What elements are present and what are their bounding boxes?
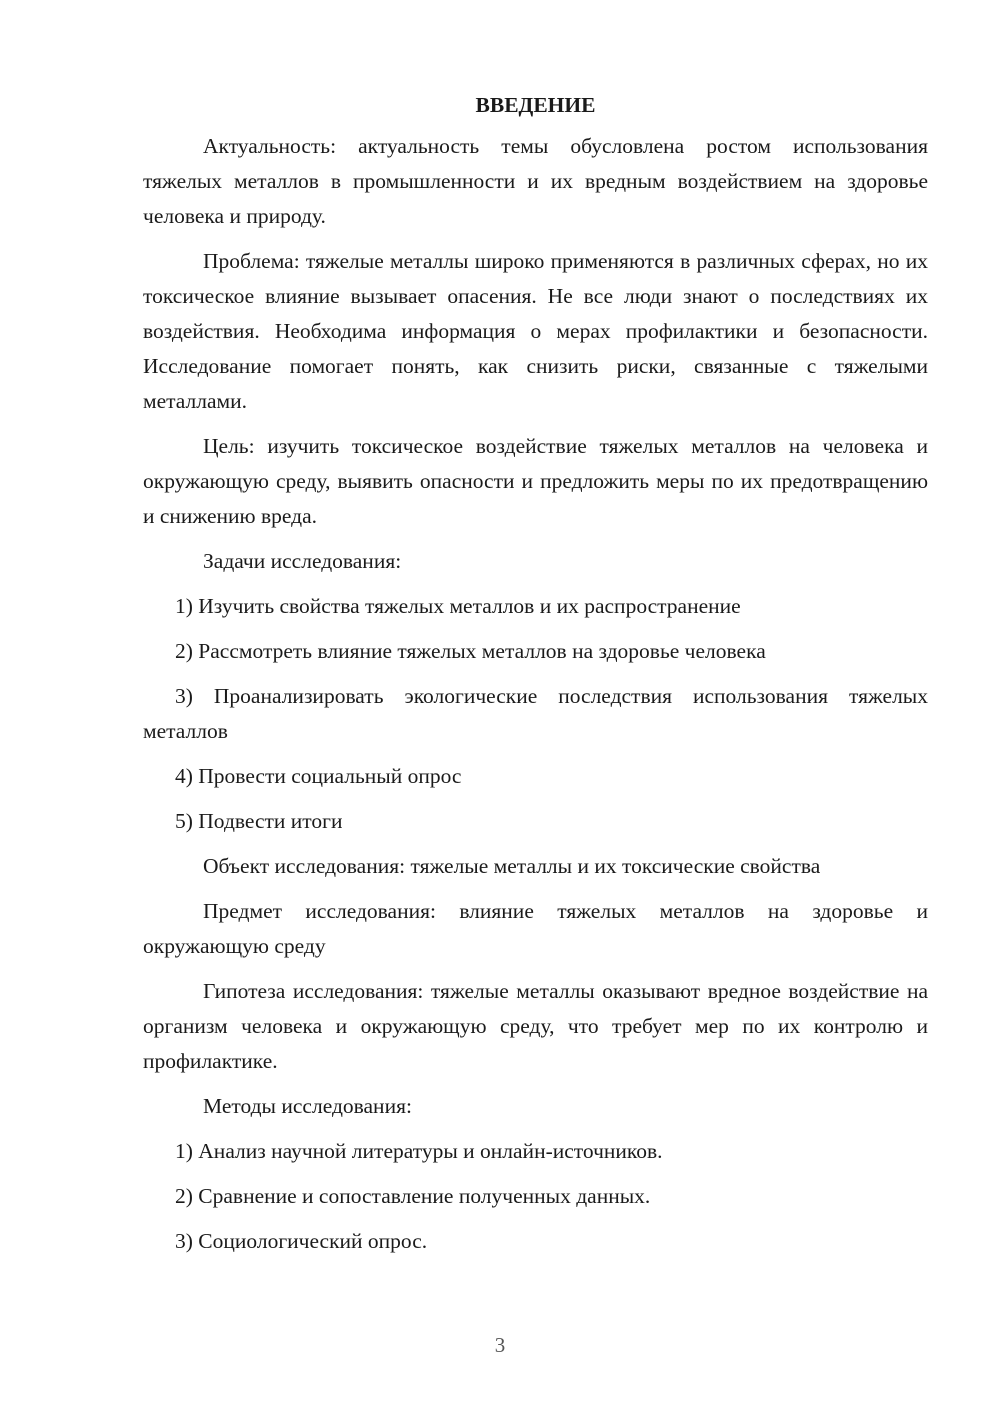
task-item: 3) Проанализировать экологические последствия использования тяжелых металлов <box>143 684 928 743</box>
subject-paragraph: Предмет исследования: влияние тяжелых металлов на здоровье и окружающую среду <box>143 899 928 958</box>
goal-paragraph: Цель: изучить токсическое воздействие тяжелых металлов на человека и окружающую среду, выявить опасности и предложить меры по их предотвращению и снижению вреда. <box>143 434 928 528</box>
problem-paragraph: Проблема: тяжелые металлы широко применяются в различных сферах, но их токсическое влияние вызывает опасения. Не все люди знают о последствиях их воздействия. Необходима информация о мерах профилактики и безопасности. Исследование помогает понять, как снизить риски, связанные с тяжелыми металлами. <box>143 249 928 413</box>
page-title: ВВЕДЕНИЕ <box>475 93 596 117</box>
task-item: 4) Провести социальный опрос <box>175 764 462 788</box>
object-paragraph: Объект исследования: тяжелые металлы и их токсические свойства <box>203 854 821 878</box>
task-item: 1) Изучить свойства тяжелых металлов и их распространение <box>175 594 741 618</box>
hypothesis-paragraph: Гипотеза исследования: тяжелые металлы оказывают вредное воздействие на организм человека и окружающую среду, что требует мер по их контролю и профилактике. <box>143 979 928 1073</box>
method-item: 3) Социологический опрос. <box>175 1229 428 1253</box>
method-item: 2) Сравнение и сопоставление полученных данных. <box>175 1184 651 1208</box>
document-page <box>143 88 928 1269</box>
methods-label: Методы исследования: <box>203 1094 412 1118</box>
relevance-paragraph: Актуальность: актуальность темы обусловлена ростом использования тяжелых металлов в промышленности и их вредным воздействием на здоровье человека и природу. <box>143 134 928 228</box>
page-number: 3 <box>494 1333 506 1357</box>
tasks-label: Задачи исследования: <box>203 549 402 573</box>
method-item: 1) Анализ научной литературы и онлайн-источников. <box>175 1139 663 1163</box>
task-item: 2) Рассмотреть влияние тяжелых металлов на здоровье человека <box>175 639 766 663</box>
task-item: 5) Подвести итоги <box>175 809 343 833</box>
